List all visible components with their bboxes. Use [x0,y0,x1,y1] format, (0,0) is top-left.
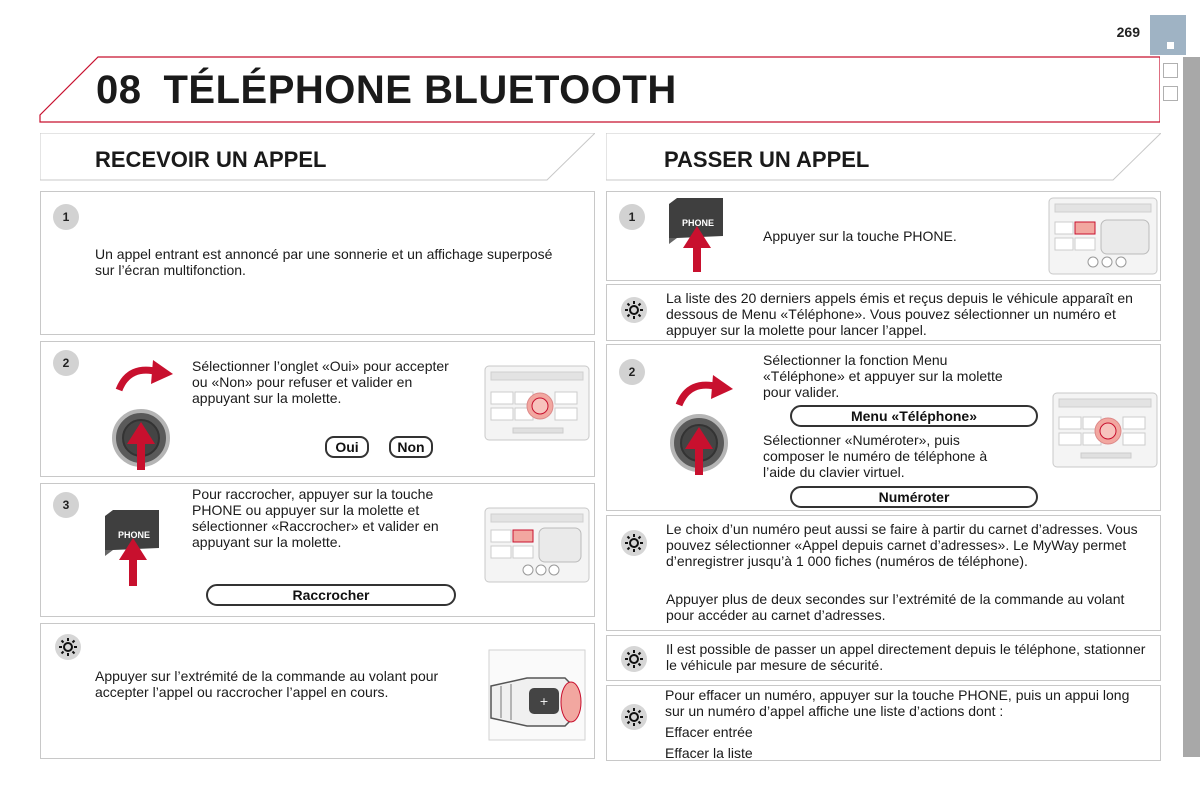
chapter-title-text: TÉLÉPHONE BLUETOOTH [163,68,677,112]
phone-key-label: PHONE [117,530,150,540]
chapter-number: 08 [96,68,142,112]
step-number-badge: 1 [619,204,645,230]
step-number-badge: 1 [53,204,79,230]
right-step1-box [606,191,1161,281]
light-bulb-tip-icon [621,646,647,672]
left-section-title: RECEVOIR UN APPEL [95,147,327,172]
light-bulb-tip-icon [621,704,647,730]
right-tip1-box [606,284,1161,341]
right-tip3-box [606,635,1161,681]
right-tip1-text: La liste des 20 derniers appels émis et reçus depuis le véhicule apparaît en dessous de Menu «Téléphone». Vous pouvez sélectionner un numéro et appuyer sur la molette pour lancer l’appel. [666,290,1133,338]
chapter-title [96,68,677,113]
left-step1-box [40,191,595,335]
steering-stalk [487,648,587,742]
left-step3-text: Pour raccrocher, appuyer sur la touche PHONE ou appuyer sur la molette et sélectionner «Raccrocher» et valider en appuyant sur la molette. [192,486,439,550]
right-section-header [606,133,1161,181]
right-step2-box [606,344,1161,511]
right-tip2-text2: Appuyer plus de deux secondes sur l’extrémité de la commande au volant pour accéder au carnet d’adresses. [666,591,1125,623]
step-number-badge: 2 [619,359,645,385]
hang-up-button[interactable]: Raccrocher [206,584,456,606]
left-tip-text: Appuyer sur l’extrémité de la commande au volant pour accepter l’appel ou raccrocher l’appel en cours. [95,668,439,700]
yes-option-button[interactable]: Oui [325,436,369,458]
side-bar [1183,57,1200,757]
radio-panel [1051,389,1159,471]
radio-panel [1047,194,1159,278]
rotate-arrow-icon [151,360,173,384]
phone-key [667,198,727,278]
right-step2-text2: Sélectionner «Numéroter», puis composer le numéro de téléphone à l’aide du clavier virtuel. [763,432,988,480]
left-section-header [40,133,595,181]
right-step2-text1: Sélectionner la fonction Menu «Téléphone» et appuyer sur la molette pour valider. [763,352,1003,400]
control-dial [103,360,198,475]
phone-key-label: PHONE [681,218,714,228]
right-tip4-item2: Effacer la liste [665,745,753,761]
left-step2-box [40,341,595,477]
svg-text:+: + [539,695,549,708]
radio-panel [483,362,591,444]
corner-dot [1167,42,1174,49]
left-step1-text: Un appel entrant est annoncé par une sonnerie et un affichage superposé sur l’écran multifonction. [95,246,553,278]
step-number-badge: 2 [53,350,79,376]
side-marker-1 [1163,63,1178,78]
right-tip4-box [606,685,1161,761]
right-section-title: PASSER UN APPEL [664,147,870,172]
phone-menu-button[interactable]: Menu «Téléphone» [790,405,1038,427]
phone-key [103,510,163,590]
right-tip3-text: Il est possible de passer un appel directement depuis le téléphone, stationner le véhicule par mesure de sécurité. [666,641,1146,673]
light-bulb-tip-icon [621,297,647,323]
control-dial [663,375,758,480]
right-tip4-text: Pour effacer un numéro, appuyer sur la touche PHONE, puis un appui long sur un numéro d’appel affiche une liste d’actions dont : [665,687,1130,719]
no-option-button[interactable]: Non [389,436,433,458]
right-tip4-item1: Effacer entrée [665,724,753,740]
right-step1-text: Appuyer sur la touche PHONE. [763,228,957,244]
side-marker-2 [1163,86,1178,101]
light-bulb-tip-icon [55,634,81,660]
right-tip2-box [606,515,1161,631]
rotate-arrow-icon [711,375,733,399]
left-tip-box [40,623,595,759]
right-tip2-text1: Le choix d’un numéro peut aussi se faire à partir du carnet d’adresses. Vous pouvez sélectionner «Appel depuis carnet d’adresses». Le MyWay permet d’enregistrer jusqu’à 1 000 fiches (numéros de téléphone). [666,521,1138,569]
light-bulb-tip-icon [621,530,647,556]
radio-panel [483,504,591,586]
left-step2-text: Sélectionner l’onglet «Oui» pour accepter ou «Non» pour refuser et valider en appuyant sur la molette. [192,358,449,406]
dial-number-button[interactable]: Numéroter [790,486,1038,508]
left-step3-box [40,483,595,617]
page-number: 269 [1116,24,1140,40]
step-number-badge: 3 [53,492,79,518]
